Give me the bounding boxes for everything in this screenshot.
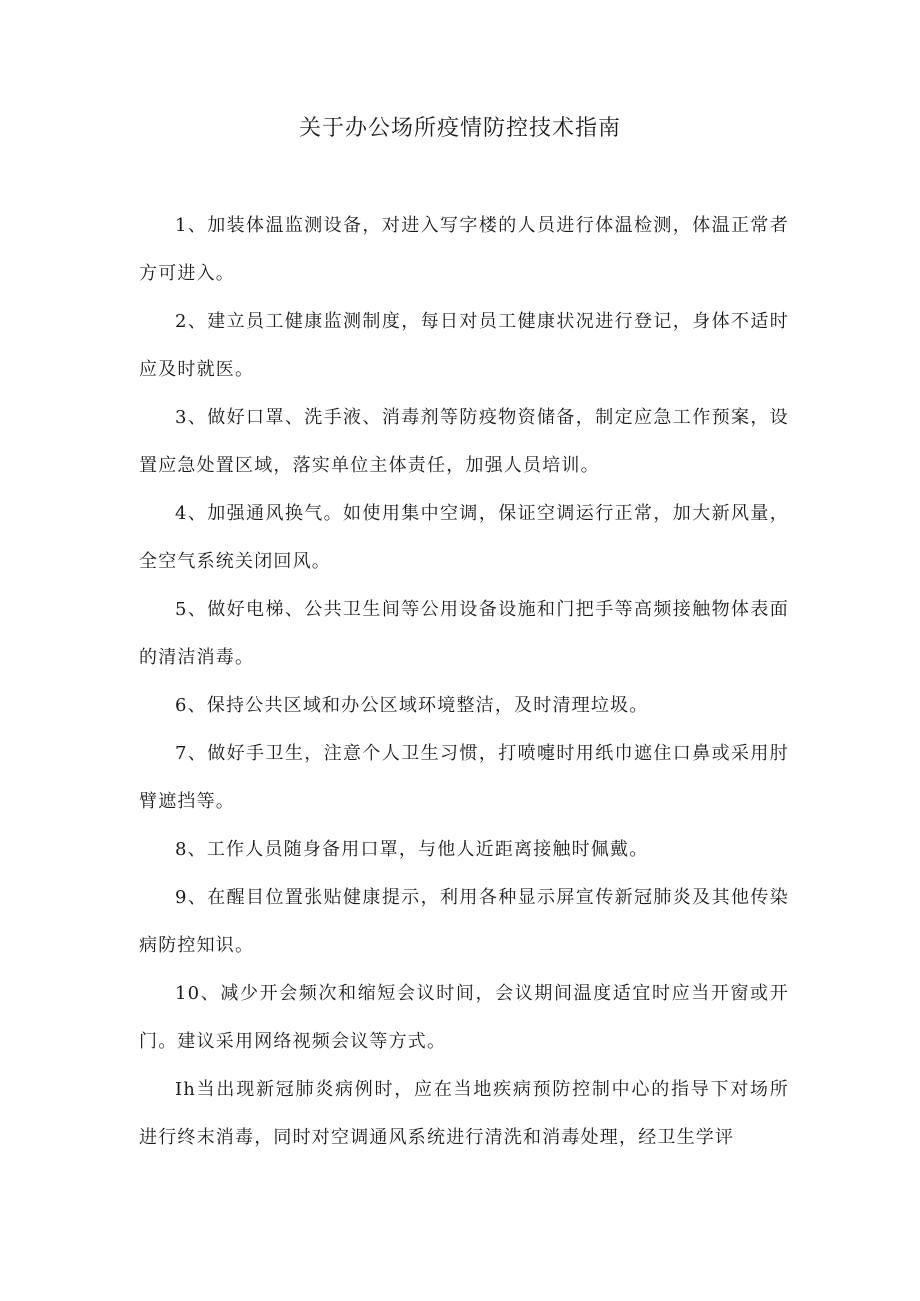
paragraph-6: 6、保持公共区域和办公区域环境整洁，及时清理垃圾。 bbox=[175, 695, 649, 716]
document-title: 关于办公场所疫情防控技术指南 bbox=[298, 116, 621, 141]
paragraph-11: Ih当出现新冠肺炎病例时，应在当地疾病预防控制中心的指导下对场所进行终末消毒，同时对空调通风系统进行清洗和消毒处理，经卫生学评 bbox=[139, 1079, 789, 1148]
paragraph-3: 3、做好口罩、洗手液、消毒剂等防疫物资储备，制定应急工作预案，设置应急处置区域，落实单位主体责任，加强人员培训。 bbox=[139, 407, 789, 476]
paragraph-2: 2、建立员工健康监测制度，每日对员工健康状况进行登记，身体不适时应及时就医。 bbox=[139, 311, 789, 380]
paragraph-9: 9、在醒目位置张贴健康提示，利用各种显示屏宣传新冠肺炎及其他传染病防控知识。 bbox=[139, 887, 789, 956]
paragraph-5: 5、做好电梯、公共卫生间等公用设备设施和门把手等高频接触物体表面的清洁消毒。 bbox=[139, 599, 789, 668]
document-body bbox=[139, 202, 789, 1162]
paragraph-7: 7、做好手卫生，注意个人卫生习惯，打喷嚏时用纸巾遮住口鼻或采用肘臂遮挡等。 bbox=[139, 743, 789, 812]
paragraph-4: 4、加强通风换气。如使用集中空调，保证空调运行正常，加大新风量，全空气系统关闭回风。 bbox=[139, 503, 789, 572]
paragraph-10: 10、减少开会频次和缩短会议时间，会议期间温度适宜时应当开窗或开门。建议采用网络视频会议等方式。 bbox=[139, 983, 789, 1052]
paragraph-1: 1、加装体温监测设备，对进入写字楼的人员进行体温检测，体温正常者方可进入。 bbox=[139, 215, 789, 284]
paragraph-8: 8、工作人员随身备用口罩，与他人近距离接触时佩戴。 bbox=[175, 839, 649, 860]
